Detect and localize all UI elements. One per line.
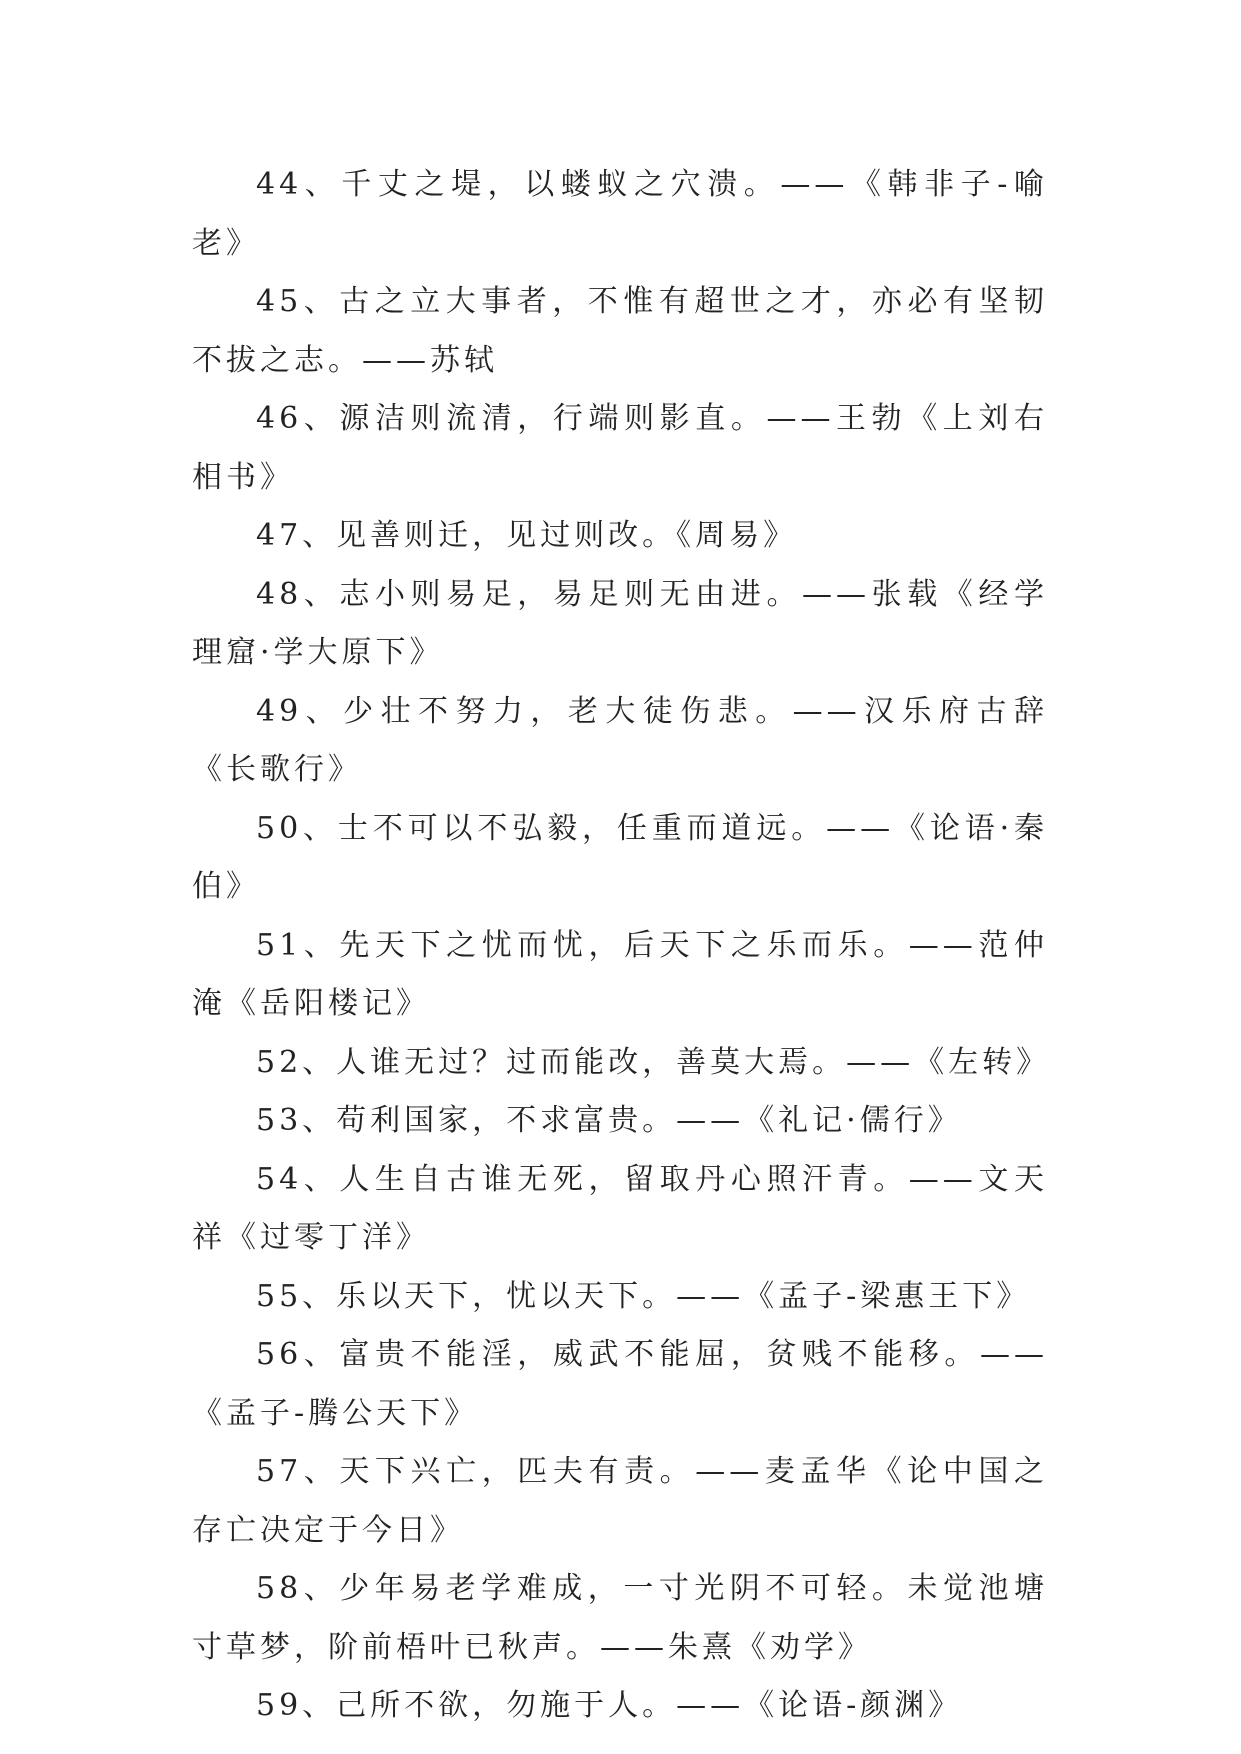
quote-57: 57、天下兴亡，匹夫有责。——麦孟华《论中国之存亡决定于今日》 <box>192 1454 1048 1548</box>
quote-48: 48、志小则易足，易足则无由进。——张载《经学理窟·学大原下》 <box>192 576 1048 670</box>
quote-46: 46、源洁则流清，行端则影直。——王勃《上刘右相书》 <box>192 401 1048 495</box>
quote-53: 53、苟利国家，不求富贵。——《礼记·儒行》 <box>256 1103 962 1138</box>
quote-51: 51、先天下之忧而忧，后天下之乐而乐。——范仲淹《岳阳楼记》 <box>192 927 1048 1021</box>
quote-55: 55、乐以天下，忧以天下。——《孟子-梁惠王下》 <box>256 1278 1031 1314</box>
quote-47: 47、见善则迁，见过则改。《周易》 <box>256 518 798 553</box>
quote-44: 44、千丈之堤，以蝼蚁之穴溃。——《韩非子-喻老》 <box>192 167 1048 261</box>
quote-54: 54、人生自古谁无死，留取丹心照汗青。——文天祥《过零丁洋》 <box>192 1161 1048 1255</box>
quote-45: 45、古之立大事者，不惟有超世之才，亦必有坚韧不拔之志。——苏轼 <box>192 284 1048 378</box>
quote-50: 50、士不可以不弘毅，任重而道远。——《论语·秦伯》 <box>192 810 1048 904</box>
quote-56: 56、富贵不能淫，威武不能屈，贫贱不能移。——《孟子-腾公天下》 <box>192 1337 1048 1431</box>
quote-52: 52、人谁无过？过而能改，善莫大焉。——《左转》 <box>256 1044 1051 1080</box>
quote-58: 58、少年易老学难成，一寸光阴不可轻。未觉池塘寸草梦，阶前梧叶已秋声。——朱熹《劝学》 <box>192 1571 1048 1665</box>
quote-49: 49、少壮不努力，老大徒伤悲。——汉乐府古辞《长歌行》 <box>192 693 1048 787</box>
quote-59: 59、己所不欲，勿施于人。——《论语-颜渊》 <box>256 1688 963 1723</box>
quote-list <box>192 156 1051 1736</box>
